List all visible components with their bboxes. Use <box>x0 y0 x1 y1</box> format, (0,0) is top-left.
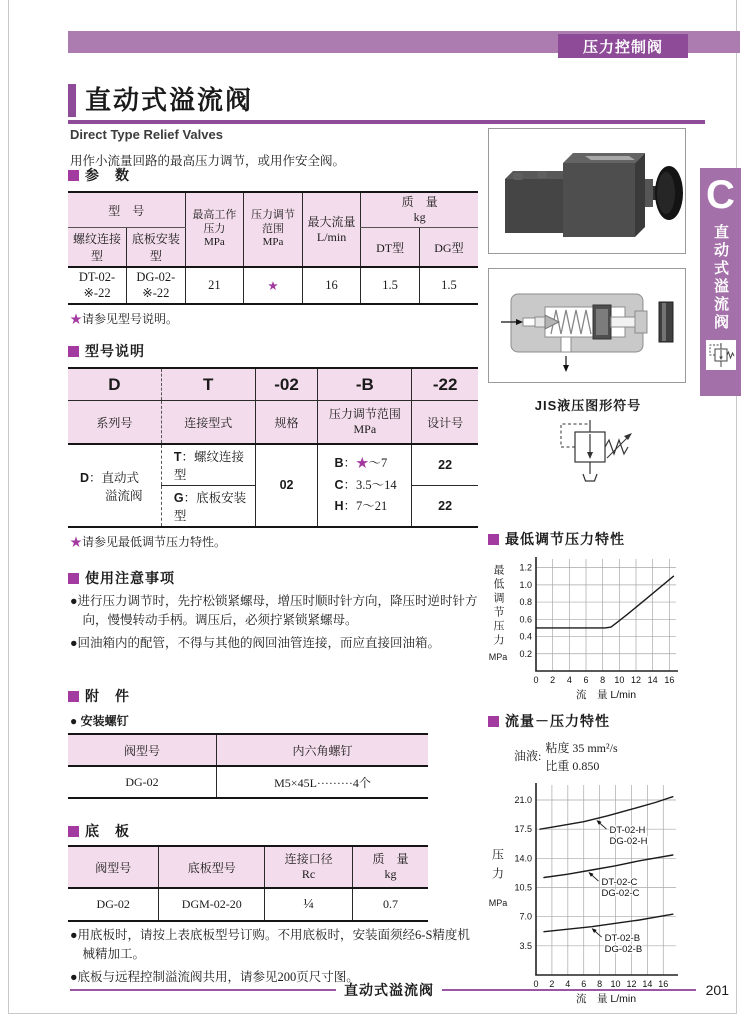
footer-rule <box>442 989 696 991</box>
svg-text:DT-02-B: DT-02-B <box>604 933 641 945</box>
size-cell: 02 <box>255 444 318 527</box>
adj-range-star: ★ <box>244 267 303 304</box>
svg-text:2: 2 <box>549 979 555 989</box>
right-column <box>488 128 688 1007</box>
range-cell <box>318 444 412 527</box>
page-footer <box>70 980 729 1000</box>
svg-text:流 量 L/min: 流 量 L/min <box>575 689 637 701</box>
design-g-cell: 22 <box>412 486 478 528</box>
svg-text:3.5: 3.5 <box>519 940 532 951</box>
page-number: 201 <box>705 982 729 998</box>
col-subplate: 底板安装型 <box>127 228 186 268</box>
svg-text:4: 4 <box>565 979 571 989</box>
section-heading-params <box>68 165 480 185</box>
section-marker <box>488 716 499 727</box>
svg-text:DT-02-H: DT-02-H <box>609 825 646 837</box>
code-size: -02 <box>255 368 318 401</box>
label-connection: 连接型式 <box>161 401 255 445</box>
svg-text:10: 10 <box>610 979 621 989</box>
flow-pressure-plot <box>508 779 684 1007</box>
svg-text:8: 8 <box>600 675 606 685</box>
col-port-size: 连接口径 Rc <box>265 846 353 888</box>
chart2-y-axis-label: 压力 MPa <box>488 848 508 908</box>
range-h: H：7～21 <box>334 499 388 514</box>
category-banner-box <box>558 34 688 58</box>
col-plate-model: 底板型号 <box>159 846 265 888</box>
section-heading-label: 流量－压力特性 <box>505 713 610 729</box>
section-heading-attach <box>68 686 480 706</box>
section-marker <box>68 826 79 837</box>
connection-g-cell: G：底板安装型 <box>161 486 255 528</box>
max-pressure-value: 21 <box>185 267 244 304</box>
label-series: 系列号 <box>68 401 161 445</box>
range-b: B：★～7 <box>334 455 388 470</box>
col-model: 型 号 <box>68 192 185 228</box>
connection-t-cell: T：螺纹连接型 <box>161 444 255 486</box>
code-series: D <box>68 368 161 401</box>
section-heading-usage <box>68 568 480 588</box>
plate-table <box>68 845 428 922</box>
max-flow-value: 16 <box>302 267 361 304</box>
section-heading-label: 底 板 <box>85 823 130 840</box>
model-code-note: ★请参见最低调节压力特性。 <box>70 535 227 549</box>
svg-text:2: 2 <box>550 675 556 685</box>
svg-text:8: 8 <box>597 979 603 989</box>
model-code-table <box>68 367 478 528</box>
title-rule <box>68 120 705 124</box>
plate-note-1: ●用底板时，请按上表底板型号订购。不用底板时，安装面须经6-S精度机械精加工。 <box>70 928 470 961</box>
col-dt: DT型 <box>361 228 420 268</box>
section-heading-plate <box>68 821 480 841</box>
code-range: -B <box>318 368 412 401</box>
svg-text:10.5: 10.5 <box>514 882 532 893</box>
col-hex-screw: 内六角螺钉 <box>217 734 429 766</box>
attach-valve-model: DG-02 <box>125 774 159 789</box>
jis-symbol-figure <box>488 416 688 493</box>
params-table <box>68 191 478 305</box>
svg-text:DT-02-C: DT-02-C <box>601 877 638 889</box>
oil-viscosity: 粘度 35 mm²/s <box>545 741 618 755</box>
label-range: 压力调节范围 MPa <box>318 401 412 445</box>
oil-spec <box>514 739 688 775</box>
series-cell: D：直动式 溢流阀 <box>80 470 143 503</box>
svg-text:0: 0 <box>533 675 539 685</box>
product-photo-drawing <box>489 129 685 253</box>
product-photo <box>488 128 686 254</box>
section-heading-label: 型号说明 <box>85 343 145 359</box>
section-heading-label: 参 数 <box>85 167 130 183</box>
section-heading-min-pressure-chart <box>488 529 688 549</box>
cross-section-drawing <box>489 269 685 382</box>
svg-text:16: 16 <box>664 675 675 685</box>
plate-mass: 0.7 <box>352 888 428 921</box>
section-heading-label: 附 件 <box>85 688 130 705</box>
page-frame-bottom <box>8 1013 737 1014</box>
section-heading-label: 使用注意事项 <box>85 570 175 586</box>
svg-text:17.5: 17.5 <box>514 824 532 835</box>
mounting-screw-label: ● 安装螺钉 <box>70 714 129 729</box>
section-marker <box>68 691 79 702</box>
side-tab-letter: C <box>706 173 735 217</box>
col-max-flow: 最大流量 L/min <box>302 192 361 267</box>
model-code-row <box>68 368 478 401</box>
code-design: -22 <box>412 368 478 401</box>
plate-port-size: ¼ <box>265 888 353 921</box>
title-accent-bar <box>68 84 76 117</box>
footer-rule <box>70 989 336 991</box>
page-subtitle: Direct Type Relief Valves <box>70 127 223 142</box>
section-marker <box>488 534 499 545</box>
min-pressure-chart <box>488 553 688 703</box>
attach-screw-spec: M5×45L·········4个 <box>217 766 429 798</box>
side-tab-label: 直动式溢流阀 <box>712 224 729 332</box>
col-max-pressure: 最高工作压力 MPa <box>185 192 244 267</box>
category-label: 压力控制阀 <box>582 38 663 56</box>
svg-text:21.0: 21.0 <box>514 795 532 805</box>
svg-text:DG-02-C: DG-02-C <box>601 888 640 900</box>
mass-dt-value: 1.5 <box>361 267 420 304</box>
col-dg: DG型 <box>419 228 478 268</box>
params-row <box>68 267 478 304</box>
svg-text:流 量 L/min: 流 量 L/min <box>575 993 637 1005</box>
side-tab <box>700 168 741 396</box>
svg-text:0: 0 <box>533 979 539 989</box>
cross-section-figure <box>488 268 686 383</box>
section-marker <box>68 170 79 181</box>
mini-relief-valve-symbol <box>706 340 736 370</box>
plate-model: DGM-02-20 <box>159 888 265 921</box>
plate-row <box>68 888 428 921</box>
label-design: 设计号 <box>412 401 478 445</box>
svg-text:14.0: 14.0 <box>514 853 532 864</box>
design-t-cell: 22 <box>412 444 478 486</box>
category-banner <box>68 31 740 56</box>
svg-text:0.4: 0.4 <box>519 631 532 642</box>
col-plate-mass: 质 量 kg <box>352 846 428 888</box>
section-marker <box>68 573 79 584</box>
jis-symbol-caption: JIS液压图形符号 <box>534 398 642 413</box>
page-title: 直动式溢流阀 <box>85 85 254 115</box>
svg-text:DG-02-H: DG-02-H <box>609 836 648 848</box>
section-heading-label: 最低调节压力特性 <box>505 531 625 547</box>
threaded-model: DT-02-※-22 <box>78 270 116 300</box>
svg-text:4: 4 <box>566 675 572 685</box>
flow-pressure-chart <box>488 779 688 1007</box>
col-threaded: 螺纹连接型 <box>68 228 127 268</box>
min-pressure-plot <box>508 553 684 703</box>
side-tab-symbol <box>706 340 736 370</box>
footer-title: 直动式溢流阀 <box>344 982 434 998</box>
model-label-row <box>68 401 478 445</box>
svg-text:1.2: 1.2 <box>519 562 532 573</box>
chart1-y-axis-label: 最低调节压力 MPa <box>488 564 508 662</box>
page-frame-right <box>736 0 737 1014</box>
label-size: 规格 <box>255 401 318 445</box>
svg-text:16: 16 <box>658 979 669 989</box>
col-mass: 质 量 kg <box>361 192 478 228</box>
subplate-model: DG-02-※-22 <box>127 267 186 304</box>
svg-text:0.2: 0.2 <box>519 648 532 659</box>
range-c: C：3.5～14 <box>334 477 397 492</box>
mass-dg-value: 1.5 <box>419 267 478 304</box>
svg-text:0.6: 0.6 <box>519 614 532 625</box>
attach-table <box>68 733 428 799</box>
plate-valve-model: DG-02 <box>96 897 130 912</box>
section-heading-flow-pressure-chart <box>488 711 688 731</box>
col-adj-range: 压力调节范围 MPa <box>244 192 303 267</box>
section-marker <box>68 346 79 357</box>
left-column <box>68 165 480 987</box>
svg-text:12: 12 <box>626 979 637 989</box>
params-note: ★请参见型号说明。 <box>70 312 179 326</box>
code-connection: T <box>161 368 255 401</box>
usage-note-1: ●进行压力调节时，先拧松锁紧螺母，增压时顺时针方向，降压时逆时针方向，慢慢转动手柄。调压后，必须拧紧锁紧螺母。 <box>70 594 478 627</box>
oil-gravity: 比重 0.850 <box>545 759 600 773</box>
usage-note-2: ●回油箱内的配管，不得与其他的阀回油管连接，而应直接回油箱。 <box>70 635 441 650</box>
svg-text:6: 6 <box>583 675 589 685</box>
col-valve-model: 阀型号 <box>68 846 159 888</box>
svg-text:DG-02-B: DG-02-B <box>604 944 643 956</box>
page-description: 用作小流量回路的最高压力调节，或用作安全阀。 <box>70 154 346 168</box>
attach-row <box>68 766 428 798</box>
plate-note-2: ●底板与远程控制溢流阀共用，请参见200页尺寸图。 <box>70 969 359 984</box>
svg-text:14: 14 <box>642 979 653 989</box>
page-frame-left <box>8 0 9 1014</box>
oil-label: 油液: <box>514 749 542 763</box>
col-valve-model: 阀型号 <box>68 734 217 766</box>
svg-text:7.0: 7.0 <box>519 911 532 922</box>
jis-relief-valve-symbol <box>513 416 663 488</box>
svg-text:12: 12 <box>630 675 642 685</box>
svg-text:10: 10 <box>614 675 625 685</box>
svg-text:6: 6 <box>581 979 587 989</box>
svg-text:1.0: 1.0 <box>519 579 532 590</box>
section-heading-model-code <box>68 341 480 361</box>
svg-text:0.8: 0.8 <box>519 597 532 608</box>
svg-text:14: 14 <box>647 675 658 685</box>
